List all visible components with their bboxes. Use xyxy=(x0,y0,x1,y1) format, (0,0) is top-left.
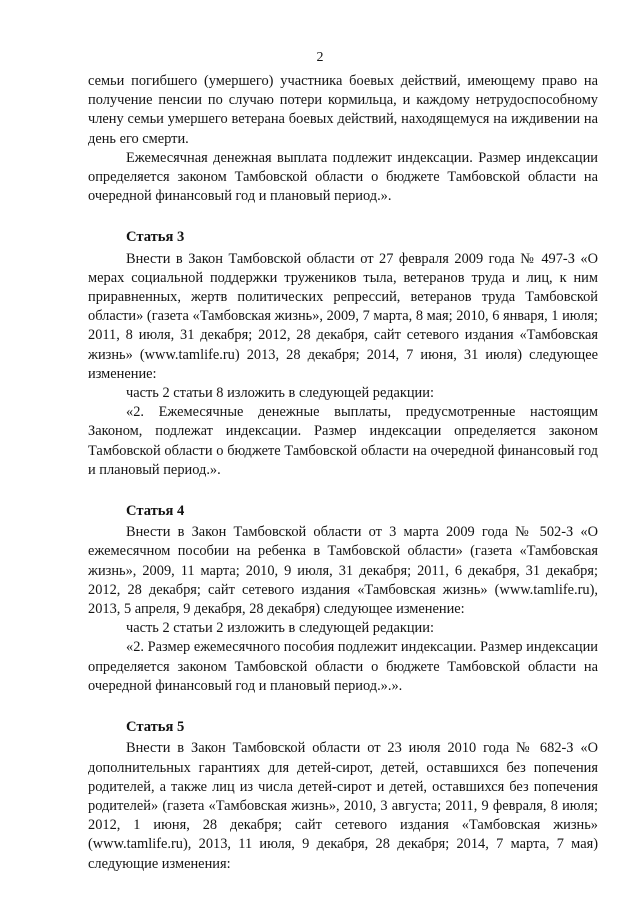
article-3-paragraph-3: «2. Ежемесячные денежные выплаты, предусмотренные настоящим Законом, подлежат индексации. Размер индексации определяется законом Тамбовской области о бюджете Тамбовской области на очередной финансовый год и плановый период.». xyxy=(88,404,598,478)
article-4-paragraph-1: Внести в Закон Тамбовской области от 3 марта 2009 года № 502-З «О ежемесячном пособии на ребенка в Тамбовской области» (газета «Тамбовская жизнь», 2009, 11 марта; 2010, 9 июля, 31 декабря; 2011, 6 декабря, 31 декабря; 2012, 28 декабря; сайт сетевого издания «Тамбовская жизнь» (www.tamlife.ru), 2013, 5 апреля, 9 декабря, 28 декабря) следующее изменение: xyxy=(88,524,598,618)
article-4-title: Статья 4 xyxy=(126,503,185,520)
article-3-paragraph-1: Внести в Закон Тамбовской области от 27 февраля 2009 года № 497-З «О мерах социальной поддержки тружеников тыла, ветеранов труда и лиц, к ним приравненных, жертв политических репрессий, ветеранов труда Тамбовской области» (газета «Тамбовская жизнь», 2009, 7 марта, 8 мая; 2010, 6 января, 1 июля; 2011, 8 июля, 31 декабря; 2012, 28 декабря, сайт сетевого издания «Тамбовская жизнь» (www.tamlife.ru) 2013, 28 декабря; 2014, 7 июня, 31 июля) следующее изменение: xyxy=(88,250,598,382)
article-5-paragraph-1: Внести в Закон Тамбовской области от 23 июля 2010 года № 682-З «О дополнительных гарантиях для детей-сирот, детей, оставшихся без попечения родителей, а также лиц из числа детей-сирот и детей, оставшихся без попечения родителей» (газета «Тамбовская жизнь», 2010, 3 августа; 2011, 9 февраля, 8 июля; 2012, 1 июня, 28 декабря; сайт сетевого издания «Тамбовская жизнь» (www.tamlife.ru), 2013, 11 июля, 9 декабря, 28 декабря; 2014, 7 марта, 7 мая) следующие изменения: xyxy=(88,740,598,872)
document-body xyxy=(88,72,598,874)
article-4-paragraph-3: «2. Размер ежемесячного пособия подлежит индексации. Размер индексации определяется законом Тамбовской области о бюджете Тамбовской области на очередной финансовый год и плановый период.».». xyxy=(88,639,598,694)
article-5-title: Статья 5 xyxy=(126,719,185,736)
page-number: 2 xyxy=(316,50,324,65)
article-4-paragraph-2: часть 2 статьи 2 изложить в следующей редакции: xyxy=(126,620,434,637)
article-3-title: Статья 3 xyxy=(126,229,185,246)
article-3-paragraph-2: часть 2 статьи 8 изложить в следующей редакции: xyxy=(126,385,434,402)
intro-paragraph-2: Ежемесячная денежная выплата подлежит индексации. Размер индексации определяется законом Тамбовской области о бюджете Тамбовской области на очередной финансовый год и плановый период.». xyxy=(88,149,598,205)
intro-paragraph-1: семьи погибшего (умершего) участника боевых действий, имеющему право на получение пенсии по случаю потери кормильца, и каждому нетрудоспособному члену семьи умершего ветерана боевых действий, находящемуся на иждивении на день его смерти. xyxy=(88,73,598,147)
